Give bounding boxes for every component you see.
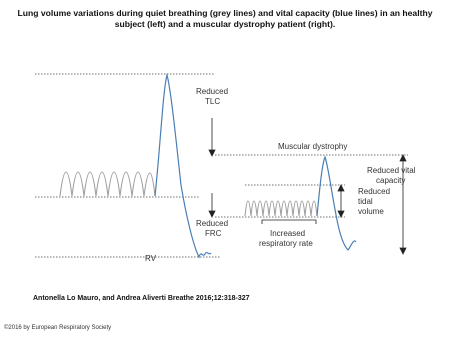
reduced-vital-capacity-label-1: Reduced vital (367, 166, 416, 175)
dystrophy-tidal-breathing (245, 201, 317, 216)
reduced-tidal-volume-label-1: Reduced (358, 187, 391, 196)
reference-lines (35, 74, 408, 257)
reduced-tlc-label-2: TLC (205, 97, 221, 106)
figure-credit: Antonella Lo Mauro, and Andrea Aliverti Breathe 2016;12:318-327 (33, 295, 250, 302)
reduced-frc-label-1: Reduced (196, 219, 229, 228)
copyright-notice: ©2016 by European Respiratory Society (4, 325, 112, 331)
dystrophy-vital-capacity (317, 157, 356, 250)
respiratory-rate-bracket (262, 220, 316, 224)
muscular-dystrophy-label: Muscular dystrophy (278, 142, 348, 151)
increased-respiratory-rate-label-1: Increased (270, 229, 306, 238)
annotation-arrows (209, 118, 406, 254)
increased-respiratory-rate-label-2: respiratory rate (259, 239, 313, 248)
healthy-tidal-breathing (60, 172, 155, 196)
reduced-frc-label-2: FRC (205, 229, 222, 238)
figure-title: Lung volume variations during quiet breathing (grey lines) and vital capacity (blue lines) in an healthy subject (left) and a muscular dystrophy patient (right). (17, 8, 433, 29)
rv-label: RV (145, 254, 156, 263)
reduced-tlc-label-1: Reduced (196, 87, 229, 96)
reduced-vital-capacity-label-2: capacity (376, 176, 406, 185)
reduced-tidal-volume-label-2: tidal (358, 197, 373, 206)
healthy-vital-capacity (155, 75, 211, 257)
reduced-tidal-volume-label-3: volume (358, 207, 384, 216)
